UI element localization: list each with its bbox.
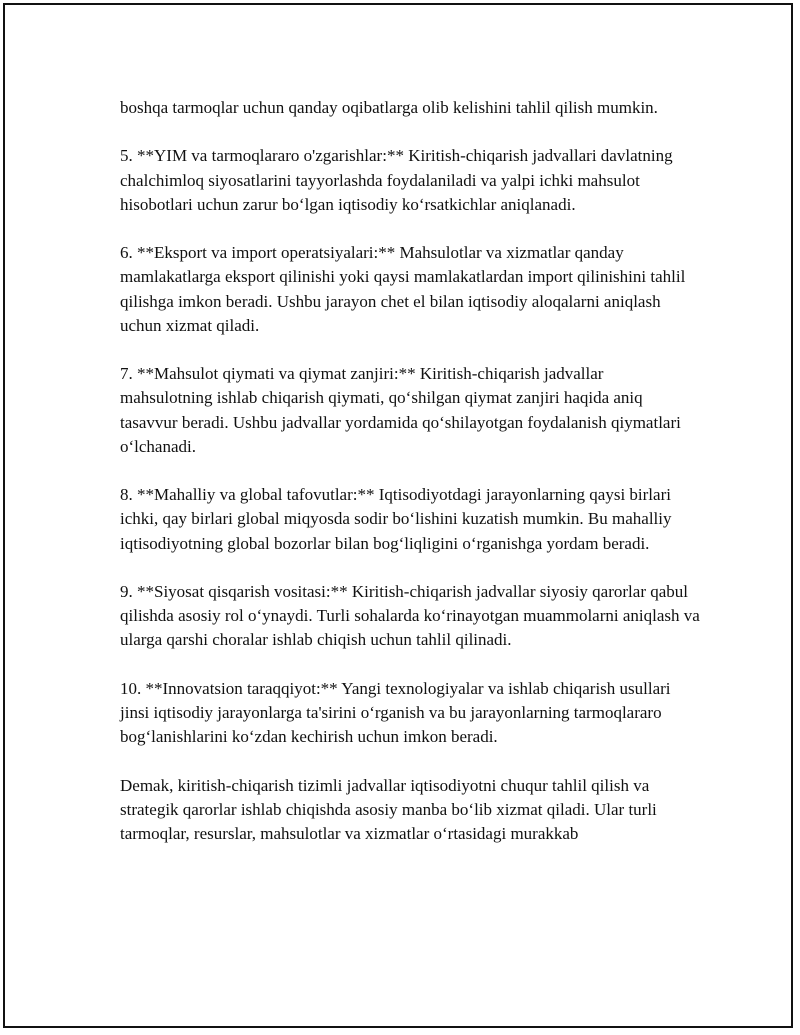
paragraph-conclusion: Demak, kiritish-chiqarish tizimli jadvallar iqtisodiyotni chuqur tahlil qilish va strategik qarorlar ishlab chiqishda asosiy manba bo‘lib xizmat qiladi. Ular turli tarmoqlar, resurslar, mahsulotlar va xizmatlar o‘rtasidagi murakkab <box>120 775 657 843</box>
list-item-9: 9. **Siyosat qisqarish vositasi:** Kiritish-chiqarish jadvallar siyosiy qarorlar qabul qilishda asosiy rol o‘ynaydi. Turli sohalarda ko‘rinayotgan muammolarni aniqlash va ularga qarshi choralar ishlab chiqish uchun tahlil qilinadi. <box>120 581 700 650</box>
list-item-7: 7. **Mahsulot qiymati va qiymat zanjiri:** Kiritish-chiqarish jadvallar mahsulotning ishlab chiqarish qiymati, qo‘shilgan qiymat zanjiri haqida aniq tasavvur beradi. Ushbu jadvallar yordamida qo‘shilayotgan foydalanish qiymatlari o‘lchanadi. <box>120 364 681 456</box>
document-body <box>120 96 700 870</box>
list-item-8: 8. **Mahalliy va global tafovutlar:** Iqtisodiyotdagi jarayonlarning qaysi birlari ichki, qay birlari global miqyosda sodir bo‘lishini kuzatish mumkin. Bu mahalliy iqtisodiyotning global bozorlar bilan bog‘liqligini o‘rganishga yordam beradi. <box>120 485 672 553</box>
page-frame <box>3 3 793 1028</box>
list-item-10: 10. **Innovatsion taraqqiyot:** Yangi texnologiyalar va ishlab chiqarish usullari jinsi iqtisodiy jarayonlarga ta'sirini o‘rganish va bu jarayonlarning tarmoqlararo bog‘lanishlarini ko‘zdan kechirish uchun imkon beradi. <box>120 678 671 747</box>
list-item-6: 6. **Eksport va import operatsiyalari:** Mahsulotlar va xizmatlar qanday mamlakatlarga eksport qilinishi yoki qaysi mamlakatlardan import qilinishini tahlil qilishga imkon beradi. Ushbu jarayon chet el bilan iqtisodiy aloqalarni aniqlash uchun xizmat qiladi. <box>120 243 686 335</box>
paragraph-continuation: boshqa tarmoqlar uchun qanday oqibatlarga olib kelishini tahlil qilish mumkin. <box>120 98 658 117</box>
list-item-5: 5. **YIM va tarmoqlararo o'zgarishlar:** Kiritish-chiqarish jadvallari davlatning chalchimloq siyosatlarini tayyorlashda foydalaniladi va yalpi ichki mahsulot hisobotlari uchun zarur bo‘lgan iqtisodiy ko‘rsatkichlar aniqlanadi. <box>120 146 673 214</box>
